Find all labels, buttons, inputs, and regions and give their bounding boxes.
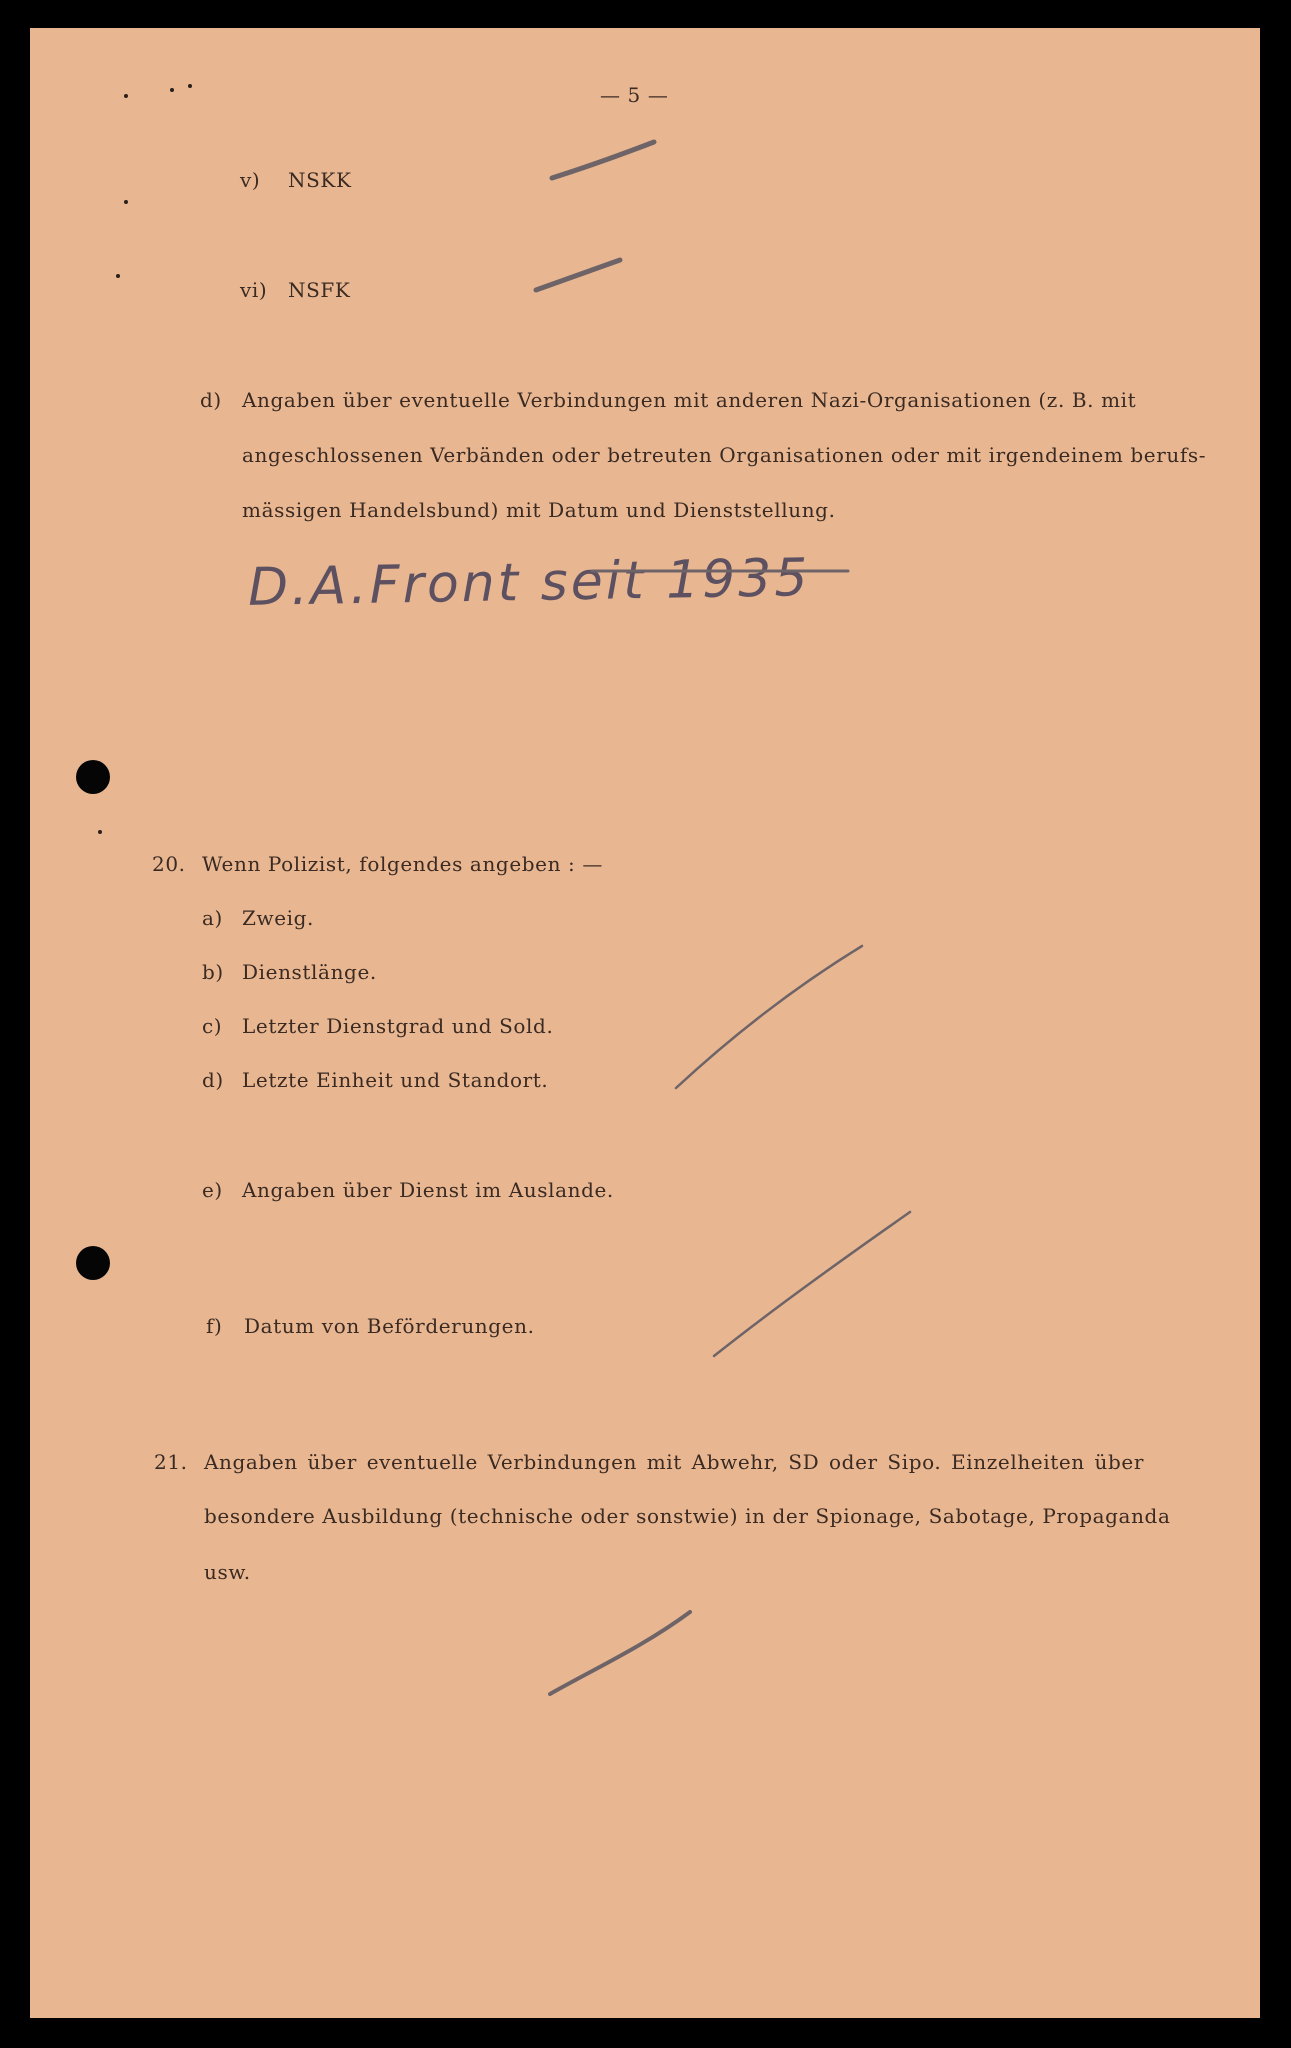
list-item-text: Letzter Dienstgrad und Sold.: [242, 1014, 554, 1038]
pencil-dash: [552, 142, 654, 178]
list-item-label: vi): [240, 278, 268, 302]
section-d-line: mässigen Handelsbund) mit Datum und Dienststellung.: [242, 498, 836, 522]
pencil-slash: [550, 1612, 690, 1694]
list-item-text: NSFK: [288, 278, 351, 302]
question-line: Angaben über eventuelle Verbindungen mit Abwehr, SD oder Sipo. Einzelheiten über: [204, 1450, 1144, 1474]
list-item-text: Letzte Einheit und Standort.: [242, 1068, 549, 1092]
list-item-text: NSKK: [288, 168, 352, 192]
question-number: 21.: [154, 1450, 188, 1474]
list-item-text: Zweig.: [242, 906, 315, 930]
list-item-label: e): [202, 1178, 223, 1202]
list-item-text: Dienstlänge.: [242, 960, 377, 984]
document-page: [30, 28, 1260, 2018]
pencil-dash: [536, 260, 620, 290]
question-number: 20.: [152, 852, 186, 876]
list-item-text: Datum von Beförderungen.: [244, 1314, 535, 1338]
section-d-line: angeschlossenen Verbänden oder betreuten Organisationen oder mit irgendeinem berufs-: [242, 443, 1207, 467]
pencil-marks: [30, 28, 1260, 2018]
page-number: — 5 —: [600, 83, 669, 107]
list-item-label: c): [202, 1014, 223, 1038]
list-item-label: f): [206, 1314, 223, 1338]
list-item-label: a): [202, 906, 223, 930]
list-item-label: v): [240, 168, 261, 192]
pencil-slash: [676, 946, 862, 1088]
pencil-slash: [714, 1212, 910, 1356]
list-item-label: b): [202, 960, 224, 984]
list-item-label: d): [202, 1068, 224, 1092]
section-d-line: Angaben über eventuelle Verbindungen mit anderen Nazi-Organisationen (z. B. mit: [242, 388, 1137, 412]
question-title: Wenn Polizist, folgendes angeben : —: [202, 852, 603, 876]
question-line: usw.: [204, 1560, 251, 1584]
handwritten-answer: D.A.Front seit 1935: [247, 548, 811, 618]
list-item-text: Angaben über Dienst im Auslande.: [242, 1178, 614, 1202]
section-d-label: d): [200, 388, 222, 412]
question-line: besondere Ausbildung (technische oder sonstwie) in der Spionage, Sabotage, Propaganda: [204, 1504, 1171, 1528]
